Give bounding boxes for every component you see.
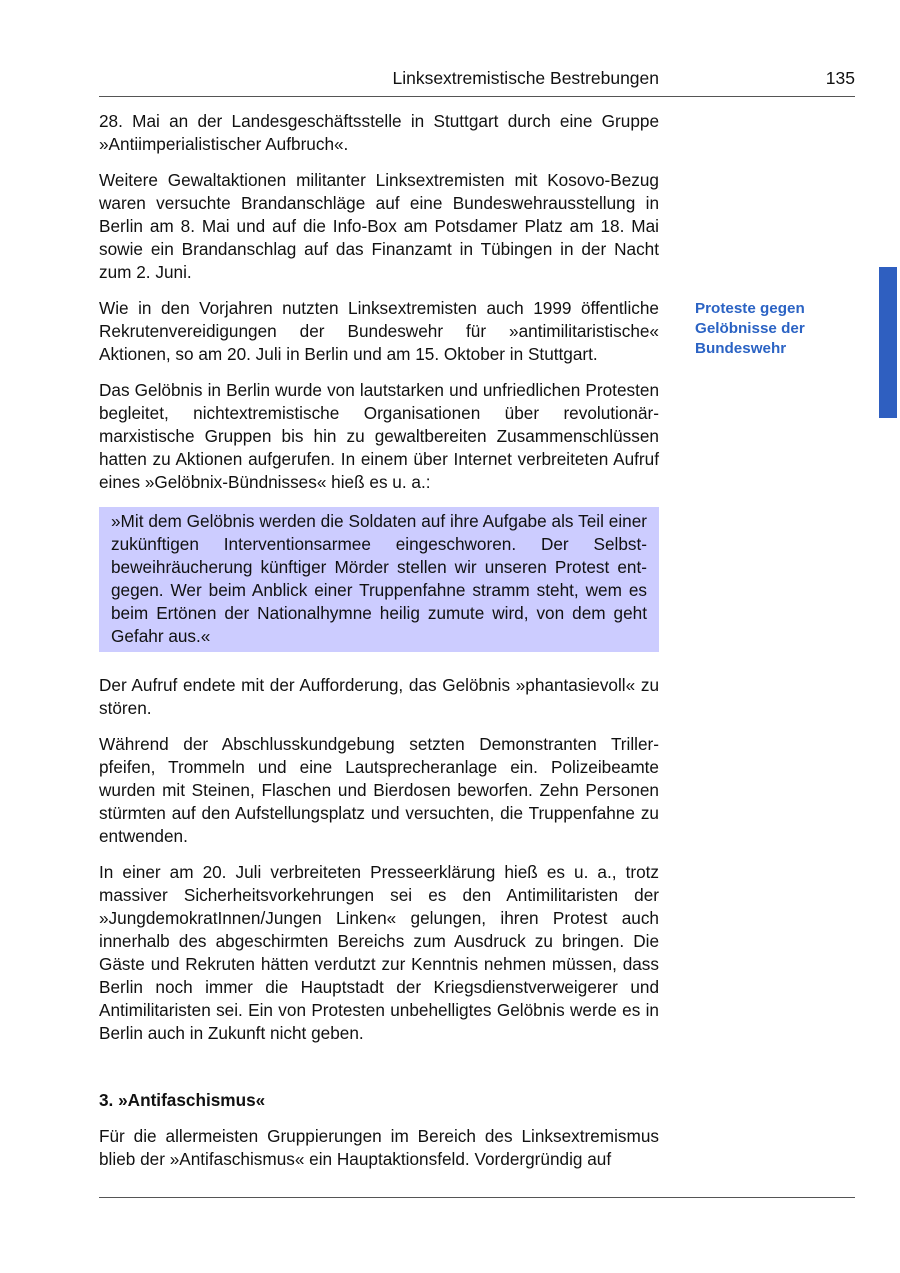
paragraph: Das Gelöbnis in Berlin wurde von lautstarken und unfriedlichen Protesten begleitet, nichtextremistische Organisationen über revolutionär-marxistische Gruppen bis hin zu gewaltbereiten Zusammenschlüssen hatten zu Aktionen aufgerufen. In einem über Internet verbreiteten Aufruf eines »Gelöbnix-Bündnisses« hieß es u. a.: <box>99 380 659 492</box>
paragraph: 28. Mai an der Landesgeschäftsstelle in Stuttgart durch eine Gruppe »Antiimperialistischer Aufbruch«. <box>99 111 659 154</box>
footer-rule <box>99 1197 855 1198</box>
paragraph: Der Aufruf endete mit der Aufforderung, das Gelöbnis »phantasievoll« zu stören. <box>99 675 659 718</box>
paragraph: Während der Abschlusskundgebung setzten Demonstranten Trillerpfeifen, Trommeln und eine Lautsprecheranlage ein. Polizeibeamte wurden mit Steinen, Flaschen und Bierdosen beworfen. Zehn Personen stürmten auf den Aufstellungsplatz und versuchten, die Truppenfahne zu entwenden. <box>99 734 659 846</box>
margin-note-line: Bundeswehr <box>695 340 787 357</box>
running-header <box>99 66 855 97</box>
main-text-column <box>99 110 659 1184</box>
margin-note-line: Gelöbnisse der <box>695 320 805 337</box>
page-number: 135 <box>825 68 855 88</box>
paragraph: In einer am 20. Juli verbreiteten Presseerklärung hieß es u. a., trotz massiver Sicherheitsvorkehrungen sei es den Antimilitaristen der »JungdemokratInnen/Jungen Linken« gelungen, ihren Protest auch innerhalb des abgeschirmten Bereichs zum Ausdruck zu bringen. Die Gäste und Rekruten hätten verdutzt zur Kenntnis nehmen müssen, dass Berlin noch immer die Hauptstadt der Kriegsdienstverweigerer und Antimilitaristen sei. Ein von Protesten unbehelligtes Gelöbnis werde es in Berlin auch in Zukunft nicht geben. <box>99 862 659 1043</box>
header-title: Linksextremistische Bestrebungen <box>392 68 659 88</box>
chapter-tab-marker <box>879 267 897 418</box>
paragraph: Für die allermeisten Gruppierungen im Bereich des Linksextremismus blieb der »Antifaschismus« ein Hauptaktionsfeld. Vordergründig auf <box>99 1126 659 1169</box>
paragraph: Wie in den Vorjahren nutzten Linksextremisten auch 1999 öffentliche Rekrutenvereidigungen der Bundeswehr für »antimilitaristische« Aktionen, so am 20. Juli in Berlin und am 15. Oktober in Stuttgart. <box>99 298 659 364</box>
margin-note-line: Proteste gegen <box>695 300 805 317</box>
quote-box: »Mit dem Gelöbnis werden die Soldaten auf ihre Aufgabe als Teil einer zukünftigen Interventionsarmee eingeschworen. Der Selbstbeweihräucherung künftiger Mörder stellen wir unseren Protest entgegen. Wer beim Anblick einer Truppenfahne stramm steht, wem es beim Ertönen der Nationalhymne heilig zumute wird, von dem geht Gefahr aus.« <box>99 507 659 652</box>
section-heading: 3. »Antifaschismus« <box>99 1090 266 1110</box>
margin-note <box>695 299 835 359</box>
paragraph: Weitere Gewaltaktionen militanter Linksextremisten mit Kosovo-Bezug waren versuchte Brandanschläge auf eine Bundeswehrausstellung in Berlin am 8. Mai und auf die Info-Box am Potsdamer Platz am 18. Mai sowie ein Brandanschlag auf das Finanzamt in Tübingen in der Nacht zum 2. Juni. <box>99 170 659 282</box>
